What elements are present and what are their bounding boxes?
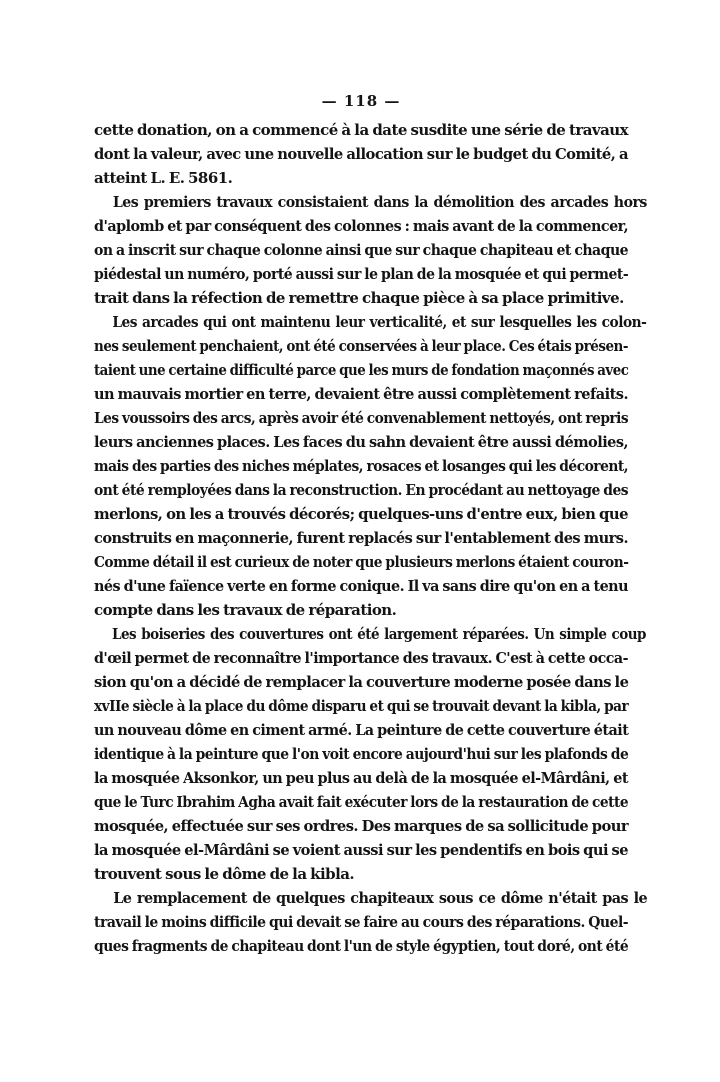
text-line: la mosquée el-Mârdâni se voient aussi sur les pendentifs en bois qui se xyxy=(94,841,629,859)
text-line: trait dans la réfection de remettre chaque pièce à sa place primitive. xyxy=(94,289,624,307)
text-line: Les arcades qui ont maintenu leur verticalité, et sur lesquelles les colon- xyxy=(112,313,647,331)
text-line: cette donation, on a commencé à la date susdite une série de travaux xyxy=(94,121,628,139)
text-line: mais des parties des niches méplates, rosaces et losanges qui les décorent, xyxy=(94,457,629,475)
paragraph xyxy=(94,310,647,622)
text-line: Le remplacement de quelques chapiteaux sous ce dôme n'était pas le xyxy=(113,889,648,907)
text-line: atteint L. E. 5861. xyxy=(94,169,233,187)
text-line: un nouveau dôme en ciment armé. La peinture de cette couverture était xyxy=(94,721,629,739)
text-line: d'aplomb et par conséquent des colonnes : mais avant de la commencer, xyxy=(94,217,629,235)
text-line: sion qu'on a décidé de remplacer la couverture moderne posée dans le xyxy=(94,673,629,691)
text-line: ques fragments de chapiteau dont l'un de style égyptien, tout doré, ont été xyxy=(94,937,629,955)
paragraph xyxy=(94,118,628,190)
text-line: mosquée, effectuée sur ses ordres. Des marques de sa sollicitude pour xyxy=(94,817,629,835)
text-line: piédestal un numéro, porté aussi sur le plan de la mosquée et qui permet- xyxy=(94,265,629,283)
document-page xyxy=(94,88,648,958)
text-line: Les boiseries des couvertures ont été largement réparées. Un simple coup xyxy=(111,625,646,643)
text-line: que le Turc Ibrahim Agha avait fait exécuter lors de la restauration de cette xyxy=(94,793,629,811)
text-line: un mauvais mortier en terre, devaient être aussi complètement refaits. xyxy=(94,385,628,403)
text-line: Les premiers travaux consistaient dans la démolition des arcades hors xyxy=(112,193,647,211)
text-line: construits en maçonnerie, furent replacés sur l'entablement des murs. xyxy=(94,529,628,547)
paragraph xyxy=(94,886,648,958)
text-line: Les voussoirs des arcs, après avoir été convenablement nettoyés, ont repris xyxy=(94,409,629,427)
body-text xyxy=(94,118,648,958)
text-line: merlons, on les a trouvés décorés; quelques-uns d'entre eux, bien que xyxy=(94,505,629,523)
text-line: travail le moins difficile qui devait se faire au cours des réparations. Quel- xyxy=(94,913,629,931)
text-line: taient une certaine difficulté parce que les murs de fondation maçonnés avec xyxy=(94,361,629,379)
text-line: compte dans les travaux de réparation. xyxy=(94,601,397,619)
text-line: leurs anciennes places. Les faces du sahn devaient être aussi démolies, xyxy=(94,433,629,451)
text-line: d'œil permet de reconnaître l'importance des travaux. C'est à cette occa- xyxy=(94,649,629,667)
text-line: nes seulement penchaient, ont été conservées à leur place. Ces étais présen- xyxy=(94,337,628,355)
text-line: on a inscrit sur chaque colonne ainsi que sur chaque chapiteau et chaque xyxy=(94,241,629,259)
text-line: la mosquée Aksonkor, un peu plus au delà de la mosquée el-Mârdâni, et xyxy=(94,769,628,787)
text-line: identique à la peinture que l'on voit encore aujourd'hui sur les plafonds de xyxy=(94,745,629,763)
paragraph xyxy=(94,190,647,310)
text-line: Comme détail il est curieux de noter que plusieurs merlons étaient couron- xyxy=(94,553,629,571)
text-line: ont été remployées dans la reconstruction. En procédant au nettoyage des xyxy=(94,481,629,499)
text-line: dont la valeur, avec une nouvelle allocation sur le budget du Comité, a xyxy=(94,145,628,163)
text-line: xvIIe siècle à la place du dôme disparu et qui se trouvait devant la kibla, par xyxy=(94,697,629,715)
text-line: trouvent sous le dôme de la kibla. xyxy=(94,865,355,883)
text-line: nés d'une faïence verte en forme conique. Il va sans dire qu'on en a tenu xyxy=(94,577,629,595)
page-number: — 118 — xyxy=(321,92,401,110)
paragraph xyxy=(94,622,646,886)
